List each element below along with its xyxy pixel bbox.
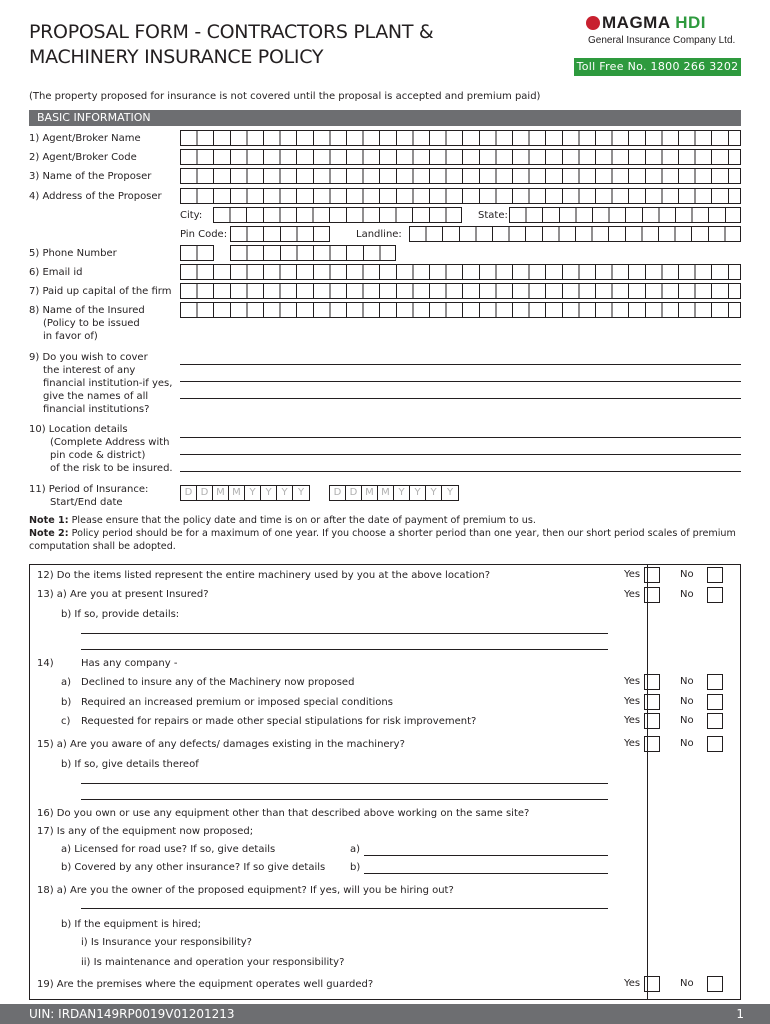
yes-checkbox[interactable] bbox=[644, 976, 660, 992]
financial-interest-label-5: financial institutions? bbox=[43, 404, 150, 415]
no-checkbox[interactable] bbox=[707, 736, 723, 752]
proposer-name-label: 3) Name of the Proposer bbox=[29, 171, 152, 182]
location-label-2: (Complete Address with bbox=[50, 437, 170, 448]
proposer-address-field[interactable] bbox=[180, 188, 741, 204]
q14a-no[interactable]: No bbox=[680, 674, 723, 690]
q14-heading: Has any company - bbox=[81, 658, 178, 669]
phone-label: 5) Phone Number bbox=[29, 248, 117, 259]
q14c-text: Requested for repairs or made other special stipulations for risk improvement? bbox=[81, 716, 477, 727]
note-1: Note 1: Please ensure that the policy date and time is on or after the date of payment of premium to us. bbox=[29, 515, 536, 526]
notes-block bbox=[29, 514, 744, 553]
financial-interest-line[interactable] bbox=[180, 381, 741, 382]
basic-info-header: BASIC INFORMATION bbox=[29, 110, 741, 126]
landline-label: Landline: bbox=[356, 229, 402, 240]
q17b-text: b) Covered by any other insurance? If so give details bbox=[61, 862, 326, 873]
no-checkbox[interactable] bbox=[707, 587, 723, 603]
q14b-no[interactable]: No bbox=[680, 694, 723, 710]
title-line-1: PROPOSAL FORM - CONTRACTORS PLANT & bbox=[29, 21, 434, 43]
phone-number-field[interactable] bbox=[230, 245, 396, 261]
q15b-text: b) If so, give details thereof bbox=[61, 759, 199, 770]
yes-checkbox[interactable] bbox=[644, 694, 660, 710]
q14b-text: Required an increased premium or imposed special conditions bbox=[81, 697, 393, 708]
column-divider bbox=[647, 565, 648, 999]
start-date-field[interactable]: D D M M Y Y Y Y bbox=[180, 485, 310, 501]
period-sublabel: Start/End date bbox=[50, 497, 123, 508]
yes-checkbox[interactable] bbox=[644, 674, 660, 690]
logo-wordmark: MAGMA HDI bbox=[602, 13, 706, 32]
q19-text: 19) Are the premises where the equipment operates well guarded? bbox=[37, 979, 374, 990]
agent-name-field[interactable] bbox=[180, 130, 741, 146]
proposer-name-field[interactable] bbox=[180, 168, 741, 184]
q14b-yes[interactable]: Yes bbox=[624, 694, 660, 710]
q13b-text: b) If so, provide details: bbox=[61, 609, 180, 620]
q13b-line[interactable] bbox=[81, 633, 608, 634]
q15b-line[interactable] bbox=[81, 799, 608, 800]
agent-code-field[interactable] bbox=[180, 149, 741, 165]
pin-code-label: Pin Code: bbox=[180, 229, 228, 240]
q12-yes[interactable]: Yes bbox=[624, 567, 660, 583]
location-line[interactable] bbox=[180, 471, 741, 472]
logo-subtitle: General Insurance Company Ltd. bbox=[588, 35, 736, 46]
q14c-yes[interactable]: Yes bbox=[624, 713, 660, 729]
q15a-text: 15) a) Are you aware of any defects/ damages existing in the machinery? bbox=[37, 739, 405, 750]
no-checkbox[interactable] bbox=[707, 674, 723, 690]
insured-name-hint-1: (Policy to be issued bbox=[43, 318, 140, 329]
no-checkbox[interactable] bbox=[707, 976, 723, 992]
q16-text: 16) Do you own or use any equipment other than that described above working on the same site? bbox=[37, 808, 530, 819]
disclaimer-text: (The property proposed for insurance is not covered until the proposal is accepted and premium paid) bbox=[29, 91, 541, 102]
q14c-no[interactable]: No bbox=[680, 713, 723, 729]
paid-up-capital-label: 7) Paid up capital of the firm bbox=[29, 286, 172, 297]
yes-checkbox[interactable] bbox=[644, 736, 660, 752]
landline-field[interactable] bbox=[409, 226, 741, 242]
email-field[interactable] bbox=[180, 264, 741, 280]
form-title bbox=[29, 20, 433, 70]
location-label-3: pin code & district) bbox=[50, 450, 146, 461]
q14-number: 14) bbox=[37, 658, 54, 669]
q17a-answer-letter: a) bbox=[350, 844, 361, 855]
financial-interest-label-2: the interest of any bbox=[43, 365, 136, 376]
pin-code-field[interactable] bbox=[230, 226, 330, 242]
q15-yes[interactable]: Yes bbox=[624, 736, 660, 752]
footer-bar bbox=[0, 1004, 770, 1024]
phone-code-field[interactable] bbox=[180, 245, 214, 261]
agent-code-label: 2) Agent/Broker Code bbox=[29, 152, 137, 163]
q14a-letter: a) bbox=[61, 677, 72, 688]
yes-checkbox[interactable] bbox=[644, 713, 660, 729]
state-label: State: bbox=[478, 210, 508, 221]
q18b-ii-text: ii) Is maintenance and operation your responsibility? bbox=[81, 957, 345, 968]
q17b-line[interactable] bbox=[364, 873, 608, 874]
email-label: 6) Email id bbox=[29, 267, 83, 278]
q15b-line[interactable] bbox=[81, 783, 608, 784]
location-label-4: of the risk to be insured. bbox=[50, 463, 173, 474]
insured-name-label: 8) Name of the Insured bbox=[29, 305, 145, 316]
uin-text: UIN: IRDAN149RP0019V01201213 bbox=[29, 1007, 235, 1021]
location-line[interactable] bbox=[180, 437, 741, 438]
q19-no[interactable]: No bbox=[680, 976, 723, 992]
q17a-line[interactable] bbox=[364, 855, 608, 856]
city-field[interactable] bbox=[213, 207, 462, 223]
q15-no[interactable]: No bbox=[680, 736, 723, 752]
logo-emblem-icon bbox=[586, 16, 600, 30]
q17-text: 17) Is any of the equipment now proposed; bbox=[37, 826, 254, 837]
q17b-answer-letter: b) bbox=[350, 862, 361, 873]
q18a-line[interactable] bbox=[81, 908, 608, 909]
q14c-letter: c) bbox=[61, 716, 71, 727]
q14a-yes[interactable]: Yes bbox=[624, 674, 660, 690]
q17a-text: a) Licensed for road use? If so, give details bbox=[61, 844, 276, 855]
q18b-i-text: i) Is Insurance your responsibility? bbox=[81, 937, 252, 948]
q18b-text: b) If the equipment is hired; bbox=[61, 919, 202, 930]
page-number: 1 bbox=[736, 1007, 744, 1021]
agent-name-label: 1) Agent/Broker Name bbox=[29, 133, 141, 144]
state-field[interactable] bbox=[509, 207, 741, 223]
company-logo bbox=[586, 13, 746, 53]
q14a-text: Declined to insure any of the Machinery now proposed bbox=[81, 677, 355, 688]
financial-interest-label-4: give the names of all bbox=[43, 391, 149, 402]
proposer-address-label: 4) Address of the Proposer bbox=[29, 191, 162, 202]
yes-checkbox[interactable] bbox=[644, 587, 660, 603]
paid-up-capital-field[interactable] bbox=[180, 283, 741, 299]
insured-name-hint-2: in favor of) bbox=[43, 331, 98, 342]
location-label: 10) Location details bbox=[29, 424, 128, 435]
no-checkbox[interactable] bbox=[707, 713, 723, 729]
q13-no[interactable]: No bbox=[680, 587, 723, 603]
q18a-text: 18) a) Are you the owner of the proposed equipment? If yes, will you be hiring out? bbox=[37, 885, 454, 896]
q14b-letter: b) bbox=[61, 697, 72, 708]
q13-yes[interactable]: Yes bbox=[624, 587, 660, 603]
end-date-field[interactable]: D D M M Y Y Y Y bbox=[329, 485, 459, 501]
q12-no[interactable]: No bbox=[680, 567, 723, 583]
no-checkbox[interactable] bbox=[707, 567, 723, 583]
insured-name-field[interactable] bbox=[180, 302, 741, 318]
q13a-text: 13) a) Are you at present Insured? bbox=[37, 589, 209, 600]
questions-table bbox=[29, 564, 741, 1000]
q19-yes[interactable]: Yes bbox=[624, 976, 660, 992]
note-2: Note 2: Policy period should be for a maximum of one year. If you choose a shorter period than one year, then our short period scales of premium computation shall be adopted. bbox=[29, 528, 736, 552]
financial-interest-label-3: financial institution-if yes, bbox=[43, 378, 173, 389]
no-checkbox[interactable] bbox=[707, 694, 723, 710]
financial-interest-line[interactable] bbox=[180, 398, 741, 399]
yes-checkbox[interactable] bbox=[644, 567, 660, 583]
financial-interest-line[interactable] bbox=[180, 364, 741, 365]
toll-free-badge: Toll Free No. 1800 266 3202 bbox=[574, 58, 741, 76]
location-line[interactable] bbox=[180, 454, 741, 455]
q12-text: 12) Do the items listed represent the entire machinery used by you at the above location? bbox=[37, 570, 491, 581]
q13b-line[interactable] bbox=[81, 649, 608, 650]
financial-interest-label: 9) Do you wish to cover bbox=[29, 352, 148, 363]
city-label: City: bbox=[180, 210, 203, 221]
title-line-2: MACHINERY INSURANCE POLICY bbox=[29, 46, 324, 68]
period-label: 11) Period of Insurance: bbox=[29, 484, 149, 495]
